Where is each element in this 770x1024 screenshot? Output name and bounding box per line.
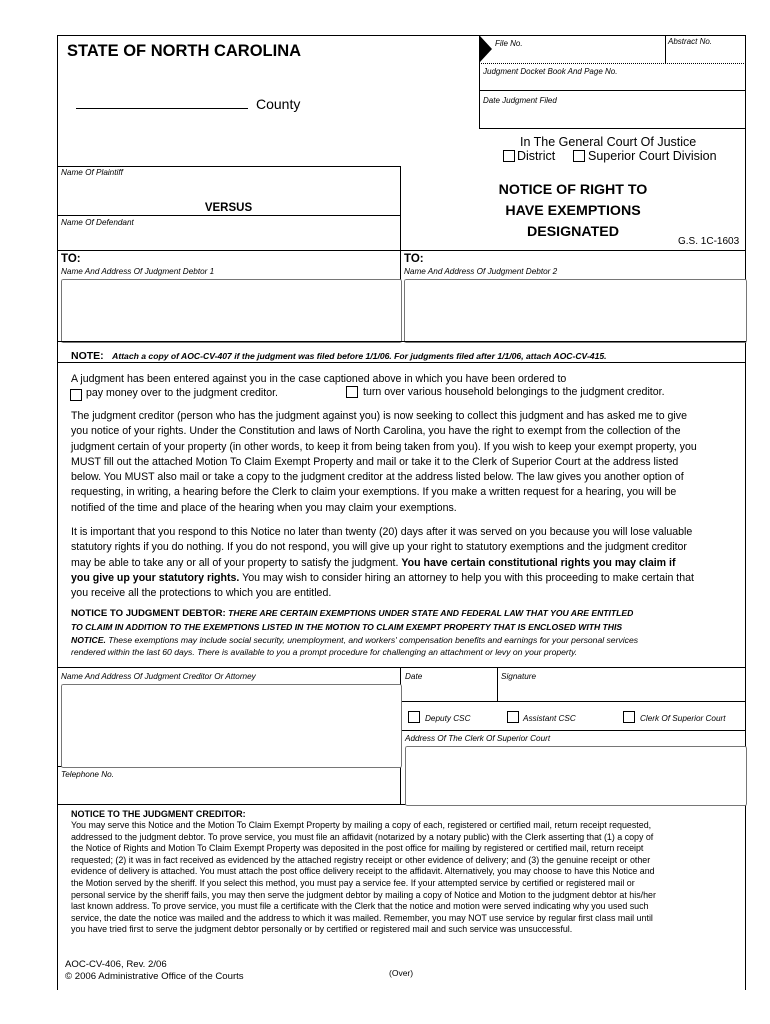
statute-ref: G.S. 1C-1603 (678, 236, 740, 247)
debtor1-address-input[interactable] (61, 279, 402, 343)
file-no-input[interactable] (495, 50, 660, 61)
importance-line: statutory rights if you do nothing. If you do not respond, you will give up your right to statutory exemptions and the judgment creditor (71, 541, 687, 554)
superior-court-label: Superior Court Division (588, 149, 717, 163)
versus-label: VERSUS (204, 202, 253, 214)
notice-title-line1: NOTICE OF RIGHT TO (498, 182, 648, 198)
district-checkbox[interactable] (503, 150, 515, 162)
pay-money-checkbox[interactable] (70, 389, 82, 401)
court-title: In The General Court Of Justice (520, 135, 697, 149)
rights-line: MUST fill out the attached Motion To Claim Exempt Property and mail or take it to the Clerk of Superior Court at the address listed (71, 455, 679, 468)
importance-line: It is important that you respond to this Notice no later than twenty (20) days after it was served on you because you will lose valuable (71, 526, 693, 538)
rights-paragraph (71, 409, 697, 516)
file-no-label: File No. (495, 39, 523, 48)
pay-money-label: pay money over to the judgment creditor. (86, 387, 278, 399)
importance-line (71, 556, 694, 571)
date-judgment-filed-input[interactable] (483, 108, 741, 120)
rights-line: judgment certain of your property (in other words, to keep it from being taken from you). If you wish to keep your exempt property, you (71, 440, 697, 453)
telephone-label: Telephone No. (61, 770, 114, 779)
county-input[interactable] (76, 96, 248, 109)
to-debtor2-label: TO: (404, 253, 424, 265)
turn-over-checkbox[interactable] (346, 386, 358, 398)
creditor-notice-line: evidence of delivery is attached. You must attach the post office delivery receipt to the affidavit. Alternatively, you may choose to have this Notice and (71, 866, 655, 877)
form-number: AOC-CV-406, Rev. 2/06 (65, 959, 167, 970)
deputy-csc-checkbox[interactable] (408, 711, 420, 723)
intro-text: A judgment has been entered against you in the case captioned above in which you have been ordered to (71, 373, 567, 385)
assistant-csc-checkbox[interactable] (507, 711, 519, 723)
clerk-label: Clerk Of Superior Court (640, 714, 726, 723)
turn-over-label: turn over various household belongings to the judgment creditor. (363, 386, 665, 398)
creditor-notice-title: NOTICE TO THE JUDGMENT CREDITOR: (71, 809, 246, 819)
rights-line: requesting, in writing, a hearing before the Clerk to claim your exemptions. If you make a written request for a hearing, you will be (71, 486, 677, 499)
creditor-notice-line: last known address. To prove service, you must file a certificate with the Clerk that the notice and motion were served indicating why you used such (71, 901, 649, 912)
ntd-notice-word: NOTICE. (71, 634, 106, 645)
plaintiff-label: Name Of Plaintiff (61, 168, 123, 177)
rights-line: you notice of your rights. Under the Constitution and laws of North Carolina, you have the right to exempt from the collection of the (71, 425, 681, 438)
notice-title-line3: DESIGNATED (527, 224, 619, 240)
judgment-docket-input[interactable] (483, 77, 741, 88)
notice-title-line2: HAVE EXEMPTIONS (505, 203, 641, 219)
abstract-no-input[interactable] (668, 49, 742, 60)
deputy-csc-label: Deputy CSC (425, 714, 471, 723)
state-title: STATE OF NORTH CAROLINA (67, 42, 302, 60)
date-label: Date (405, 672, 423, 681)
statutory-rights-text: you give up your statutory rights. (71, 571, 240, 584)
signature-input[interactable] (501, 684, 741, 698)
clerk-checkbox[interactable] (623, 711, 635, 723)
date-input[interactable] (405, 684, 493, 698)
ntd-text: THERE ARE CERTAIN EXEMPTIONS UNDER STATE AND FEDERAL LAW THAT YOU ARE ENTITLED (228, 608, 634, 618)
creditor-address-label: Name And Address Of Judgment Creditor Or Attorney (61, 672, 256, 681)
importance-text: may be able to take any or all of your property to satisfy the judgment. (71, 556, 399, 569)
note-text: Attach a copy of AOC-CV-407 if the judgment was filed before 1/1/06. For judgments filed after 1/1/06, attach AOC-CV-415. (112, 351, 607, 361)
importance-line: you receive all the protections to which you are entitled. (71, 587, 332, 600)
abstract-no-label: Abstract No. (668, 37, 713, 46)
ntd-label: NOTICE TO JUDGMENT DEBTOR: (71, 608, 226, 619)
judgment-docket-label: Judgment Docket Book And Page No. (483, 67, 618, 76)
creditor-notice-line: you have tried first to serve the judgment debtor personally or by certified or registered mail and such service was unsuccessful. (71, 924, 573, 935)
creditor-notice-line: personal service by the sheriff fails, you may then serve the judgment debtor by mailing a copy of Notice and Motion to the judgment debtor at his/her (71, 889, 656, 900)
rights-line: The judgment creditor (person who has the judgment against you) is now seeking to collect this judgment and has asked me to give (71, 410, 687, 422)
debtor2-address-input[interactable] (404, 279, 747, 343)
over-label: (Over) (389, 968, 414, 978)
creditor-notice-line: requested; (2) it was in fact received as evidenced by the attached registry receipt or other evidence of delivery; and (3) the genuine receipt or other (71, 854, 651, 865)
to-debtor1-label: TO: (61, 253, 81, 265)
creditor-notice-line: service, the date the notice was mailed and the address to which it was mailed. Remember, you may NOT use service by regular first class mail until (71, 912, 653, 923)
creditor-notice-line: You may serve this Notice and the Motion To Claim Exempt Property by mailing a copy of each, registered or certified mail, return receipt requested, (71, 820, 652, 830)
importance-line (71, 571, 694, 586)
signature-label: Signature (501, 672, 537, 681)
ntd-text: These exemptions may include social security, unemployment, and workers' compensation benefits and earnings for your personal services (108, 634, 639, 645)
importance-text: You may wish to consider hiring an attorney to help you with this proceeding to make certain that (242, 571, 694, 584)
ntd-line (71, 634, 638, 647)
defendant-label: Name Of Defendant (61, 218, 134, 227)
superior-court-checkbox[interactable] (573, 150, 585, 162)
creditor-address-input[interactable] (61, 684, 402, 768)
defendant-input[interactable] (61, 230, 396, 246)
arrow-marker-icon (480, 36, 492, 62)
copyright: © 2006 Administrative Office of the Courts (65, 971, 244, 982)
notice-to-debtor (71, 607, 638, 659)
date-judgment-filed-label: Date Judgment Filed (483, 96, 557, 105)
ntd-line: TO CLAIM IN ADDITION TO THE EXEMPTIONS LISTED IN THE MOTION TO CLAIM EXEMPT PROPERTY THAT IS ENCLOSED WITH THIS (71, 621, 623, 632)
rights-line: notified of the time and place of the hearing when you may claim your exemptions. (71, 501, 457, 514)
constitutional-rights-text: You have certain constitutional rights you may claim if (401, 556, 676, 569)
rights-line: below. You MUST also mail or take a copy to the judgment creditor at the address listed below. The law gives you another option of (71, 471, 684, 484)
district-label: District (517, 149, 556, 163)
note-label: NOTE: (71, 350, 104, 362)
ntd-line: rendered within the last 60 days. There is available to you a prompt procedure for challenging an attachment or levy on your property. (71, 647, 578, 658)
creditor-notice-line: addressed to the judgment debtor. To prove service, you must file an affidavit (notarized by a notary public) with the Clerk asserting that (1) a copy of (71, 831, 654, 842)
assistant-csc-label: Assistant CSC (523, 714, 576, 723)
ntd-line (71, 607, 638, 621)
importance-paragraph (71, 525, 694, 601)
creditor-notice-line: the Notice of Rights and Motion To Claim Exempt Property was deposited in the post office for mailing by registered or certified mail, return receipt (71, 843, 644, 854)
clerk-address-label: Address Of The Clerk Of Superior Court (405, 734, 551, 743)
plaintiff-input[interactable] (61, 180, 396, 196)
clerk-address-input[interactable] (405, 746, 747, 806)
telephone-input[interactable] (61, 783, 396, 799)
creditor-notice-line: the Motion served by the sheriff. If you select this method, you must pay a service fee. If your attempted service by certified or registered mail or (71, 877, 635, 888)
debtor2-address-label: Name And Address Of Judgment Debtor 2 (404, 267, 558, 276)
creditor-notice-body (71, 820, 656, 936)
debtor1-address-label: Name And Address Of Judgment Debtor 1 (61, 267, 215, 276)
county-label: County (256, 96, 301, 112)
